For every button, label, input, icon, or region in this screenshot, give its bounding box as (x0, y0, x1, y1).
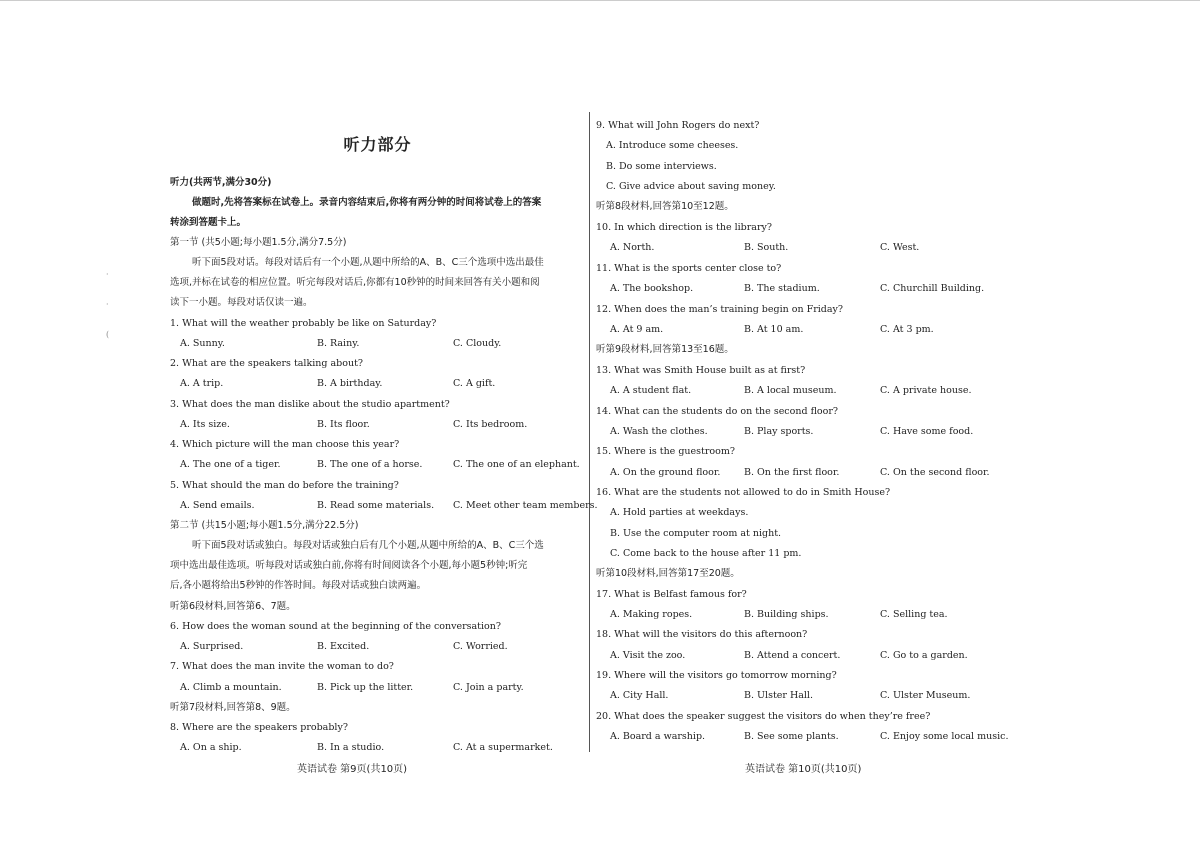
question-text: 14. What can the students do on the second floor? (596, 406, 838, 417)
question-text: 10. In which direction is the library? (596, 222, 772, 233)
option-c: C. Have some food. (880, 426, 974, 437)
option-a: A. Climb a mountain. (180, 682, 282, 693)
option-a: A. The one of a tiger. (180, 459, 281, 470)
question-text: 19. Where will the visitors go tomorrow morning? (596, 670, 837, 681)
question-text: 11. What is the sports center close to? (596, 263, 782, 274)
option-b: B. Use the computer room at night. (610, 528, 782, 539)
option-c: C. At 3 pm. (880, 324, 934, 335)
material-header: 听第9段材料,回答第13至16题。 (596, 344, 734, 355)
question-text: 5. What should the man do before the training? (170, 480, 399, 491)
option-a: A. Send emails. (180, 500, 255, 511)
option-c: C. Ulster Museum. (880, 690, 971, 701)
option-b: B. A birthday. (317, 378, 383, 389)
option-b: B. Rainy. (317, 338, 360, 349)
option-c: C. On the second floor. (880, 467, 990, 478)
option-a: A. Sunny. (180, 338, 225, 349)
option-b: B. In a studio. (317, 742, 385, 753)
option-c: C. A gift. (453, 378, 496, 389)
question-text: 17. What is Belfast famous for? (596, 589, 747, 600)
part1-text: 选项,并标在试卷的相应位置。听完每段对话后,你都有10秒钟的时间来回答有关小题和阅 (170, 277, 540, 288)
part2-text: 后,各小题将给出5秒钟的作答时间。每段对话或独白读两遍。 (170, 580, 427, 591)
option-a: A. Visit the zoo. (610, 650, 686, 661)
option-c: C. Worried. (453, 641, 508, 652)
option-c: C. Churchill Building. (880, 283, 985, 294)
option-c: C. A private house. (880, 385, 972, 396)
option-c: C. Come back to the house after 11 pm. (610, 548, 802, 559)
material-header: 听第7段材料,回答第8、9题。 (170, 702, 296, 713)
option-c: C. The one of an elephant. (453, 459, 580, 470)
option-a: A. A trip. (180, 378, 224, 389)
option-a: A. At 9 am. (610, 324, 664, 335)
option-b: B. Read some materials. (317, 500, 435, 511)
option-b: B. The one of a horse. (317, 459, 423, 470)
option-c: C. At a supermarket. (453, 742, 553, 753)
scan-mark: · (106, 300, 109, 309)
option-b: B. The stadium. (744, 283, 820, 294)
option-b: B. A local museum. (744, 385, 837, 396)
option-c: C. Join a party. (453, 682, 524, 693)
option-a: A. Making ropes. (610, 609, 693, 620)
option-b: B. Attend a concert. (744, 650, 841, 661)
option-a: A. North. (610, 242, 655, 253)
question-text: 8. Where are the speakers probably? (170, 722, 348, 733)
option-a: A. Its size. (180, 419, 230, 430)
part2-text: 听下面5段对话或独白。每段对话或独白后有几个小题,从题中所给的A、B、C三个选 (192, 540, 544, 551)
question-text: 16. What are the students not allowed to do in Smith House? (596, 487, 891, 498)
material-header: 听第6段材料,回答第6、7题。 (170, 601, 296, 612)
option-c: C. Go to a garden. (880, 650, 968, 661)
option-b: B. Play sports. (744, 426, 814, 437)
scan-mark: · (106, 270, 109, 279)
question-text: 9. What will John Rogers do next? (596, 120, 760, 131)
page-footer-right: 英语试卷 第10页(共10页) (745, 764, 862, 775)
option-c: C. Enjoy some local music. (880, 731, 1009, 742)
option-b: B. Pick up the litter. (317, 682, 414, 693)
question-text: 1. What will the weather probably be like on Saturday? (170, 318, 437, 329)
option-c: C. Cloudy. (453, 338, 502, 349)
question-text: 3. What does the man dislike about the studio apartment? (170, 399, 450, 410)
scan-mark: ( (106, 330, 110, 339)
question-text: 12. When does the man’s training begin on Friday? (596, 304, 844, 315)
option-c: C. Give advice about saving money. (606, 181, 776, 192)
option-c: C. West. (880, 242, 920, 253)
part1-text: 听下面5段对话。每段对话后有一个小题,从题中所给的A、B、C三个选项中选出最佳 (192, 257, 544, 268)
part1-header: 第一节 (共5小题;每小题1.5分,满分7.5分) (170, 237, 347, 248)
option-a: A. The bookshop. (610, 283, 694, 294)
column-divider (589, 112, 590, 752)
option-a: A. On the ground floor. (610, 467, 721, 478)
instruction-line: 转涂到答题卡上。 (170, 217, 247, 228)
option-a: A. Hold parties at weekdays. (610, 507, 749, 518)
option-a: A. Board a warship. (610, 731, 706, 742)
option-a: A. Introduce some cheeses. (606, 140, 739, 151)
option-b: B. Do some interviews. (606, 161, 717, 172)
part1-text: 读下一小题。每段对话仅读一遍。 (170, 297, 313, 308)
question-text: 7. What does the man invite the woman to do? (170, 661, 394, 672)
option-b: B. See some plants. (744, 731, 839, 742)
option-a: A. City Hall. (610, 690, 669, 701)
option-c: C. Meet other team members. (453, 500, 598, 511)
option-b: B. Ulster Hall. (744, 690, 813, 701)
option-b: B. Building ships. (744, 609, 829, 620)
part2-text: 项中选出最佳选项。听每段对话或独白前,你将有时间阅读各个小题,每小题5秒钟;听完 (170, 560, 528, 571)
option-b: B. On the first floor. (744, 467, 840, 478)
option-b: B. South. (744, 242, 789, 253)
question-text: 13. What was Smith House built as at first? (596, 365, 806, 376)
option-a: A. A student flat. (610, 385, 692, 396)
option-a: A. Wash the clothes. (610, 426, 708, 437)
part2-header: 第二节 (共15小题;每小题1.5分,满分22.5分) (170, 520, 359, 531)
question-text: 18. What will the visitors do this afternoon? (596, 629, 808, 640)
option-b: B. Its floor. (317, 419, 370, 430)
material-header: 听第8段材料,回答第10至12题。 (596, 201, 734, 212)
option-b: B. Excited. (317, 641, 370, 652)
option-a: A. Surprised. (180, 641, 244, 652)
question-text: 15. Where is the guestroom? (596, 446, 735, 457)
question-text: 4. Which picture will the man choose this year? (170, 439, 400, 450)
question-text: 20. What does the speaker suggest the visitors do when they’re free? (596, 711, 931, 722)
question-text: 6. How does the woman sound at the beginning of the conversation? (170, 621, 501, 632)
page-title: 听力部分 (343, 135, 412, 154)
option-b: B. At 10 am. (744, 324, 804, 335)
option-c: C. Its bedroom. (453, 419, 528, 430)
option-c: C. Selling tea. (880, 609, 948, 620)
page-footer-left: 英语试卷 第9页(共10页) (297, 764, 408, 775)
option-a: A. On a ship. (180, 742, 242, 753)
question-text: 2. What are the speakers talking about? (170, 358, 363, 369)
material-header: 听第10段材料,回答第17至20题。 (596, 568, 740, 579)
instruction-line: 做题时,先将答案标在试卷上。录音内容结束后,你将有两分钟的时间将试卷上的答案 (192, 197, 542, 208)
section-header: 听力(共两节,满分30分) (170, 177, 272, 188)
